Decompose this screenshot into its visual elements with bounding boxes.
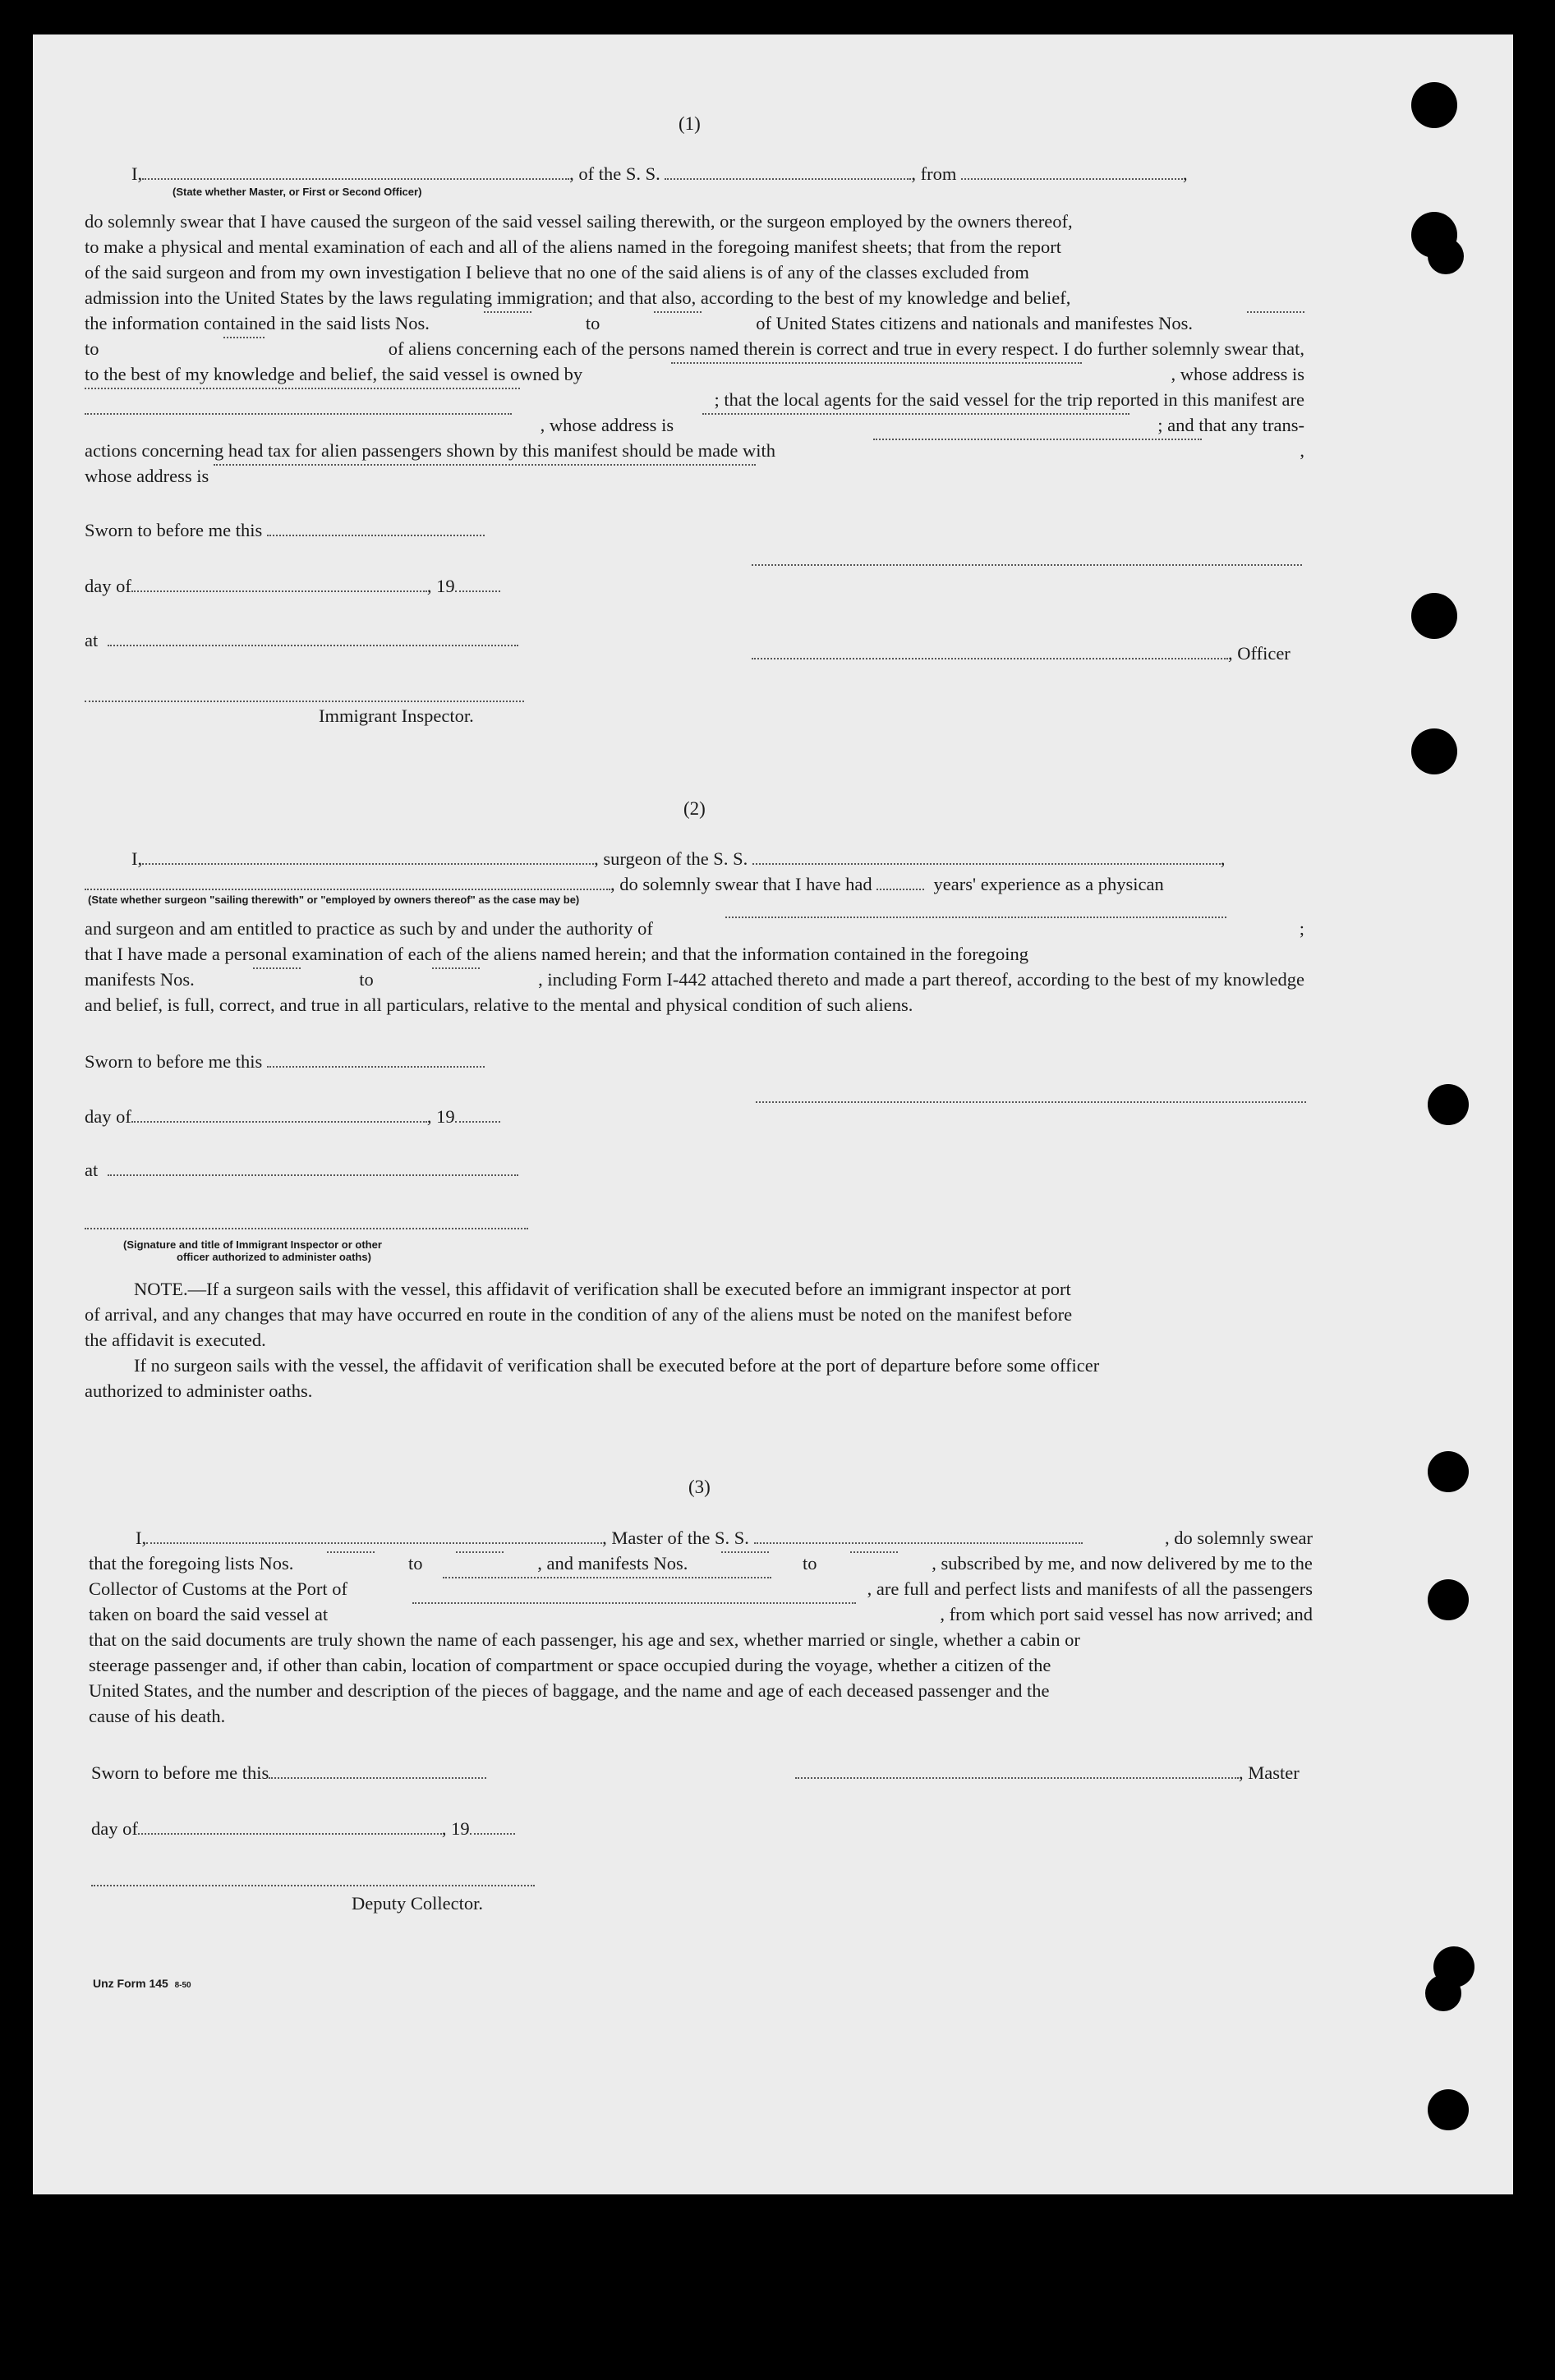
s3-text: to (408, 1553, 423, 1574)
s1-of-ss-label: , of the S. S. (569, 163, 660, 184)
s2-manifest-from-field[interactable] (253, 967, 301, 969)
s2-text: years' experience as a physican (933, 874, 1164, 894)
s2-at-label: at (85, 1160, 99, 1180)
s3-lists-to-field[interactable] (456, 1551, 504, 1553)
s1-i-label: I, (131, 163, 143, 184)
s2-text: manifests Nos. (85, 969, 195, 990)
binder-hole (1411, 728, 1457, 774)
manifest-to-field[interactable] (223, 336, 265, 338)
citizen-list-from-field[interactable] (484, 310, 531, 313)
binder-hole (1428, 1579, 1469, 1620)
note-text: NOTE.—If a surgeon sails with the vessel, this affidavit of verification shall be executed before an immigrant inspector at port (134, 1279, 1071, 1299)
agents-field[interactable] (85, 412, 512, 415)
s1-day-of-label: day of (85, 576, 131, 596)
s1-line: the information contained in the said lists Nos. (85, 313, 430, 333)
s3-collector-signature-line[interactable] (91, 1884, 535, 1886)
binder-hole (1411, 593, 1457, 639)
s3-year-label: , 19 (441, 1818, 470, 1839)
note-text: the affidavit is executed. (85, 1330, 266, 1350)
note-text: If no surgeon sails with the vessel, the affidavit of verification shall be executed before at the port of departure before some officer (134, 1355, 1100, 1376)
s2-vessel-field[interactable] (752, 862, 1221, 865)
officer-name-field[interactable] (142, 177, 569, 180)
agents-address-field[interactable] (702, 412, 1129, 415)
s1-year-label: , 19 (426, 576, 455, 596)
form-date: 8-50 (174, 1981, 191, 1990)
s1-day-line (85, 573, 500, 599)
s3-text: , from which port said vessel has now arrived; and (940, 1604, 1313, 1624)
s3-sworn-line (91, 1760, 486, 1785)
s2-surgeon-of-label: , surgeon of the S. S. (594, 848, 748, 869)
s2-place-field[interactable] (108, 1174, 518, 1176)
head-tax-party-field[interactable] (873, 438, 1202, 440)
s3-text: Collector of Customs at the Port of (89, 1578, 347, 1599)
s1-place-field[interactable] (108, 644, 518, 646)
s3-text: that the foregoing lists Nos. (89, 1553, 294, 1574)
s2-text: and surgeon and am entitled to practice as such by and under the authority of (85, 918, 653, 939)
s2-text: , including Form I-442 attached thereto and made a part thereof, according to the best of my knowledge (538, 969, 1304, 990)
s1-line: to (585, 313, 600, 333)
binder-hole (1428, 2089, 1469, 2130)
s1-line: actions concerning head tax for alien passengers shown by this manifest should be made with (85, 440, 776, 461)
s1-at-label: at (85, 630, 99, 650)
s3-manifests-from-field[interactable] (721, 1551, 769, 1553)
s2-text: that I have made a personal examination of each of the aliens named herein; and that the information contained in the foregoing (85, 944, 1028, 964)
s2-surgeon-type-field[interactable] (85, 888, 610, 890)
s3-month-field[interactable] (138, 1832, 442, 1835)
practice-authority-field[interactable] (725, 916, 1226, 918)
s3-master-label: , Master (1239, 1762, 1300, 1783)
s1-line: , whose address is (540, 415, 674, 435)
s3-text: that on the said documents are truly shown the name of each passenger, his age and sex, whether married or single, whether a cabin or (89, 1629, 1080, 1650)
s3-text: , and manifests Nos. (537, 1553, 688, 1574)
s2-signature-note-2: officer authorized to administer oaths) (177, 1251, 371, 1263)
s2-line1: I, , surgeon of the S. S. , (131, 848, 1226, 869)
s1-officer-note: (State whether Master, or First or Second Officer) (173, 186, 422, 198)
s1-year-field[interactable] (455, 590, 500, 592)
s2-text: to (359, 969, 374, 990)
s1-officer-field[interactable] (752, 657, 1228, 659)
s2-at-line (85, 1157, 518, 1183)
form-id (93, 1977, 191, 1990)
s3-line1 (136, 1525, 1313, 1551)
departure-port-field[interactable] (412, 1601, 856, 1604)
s3-master-signature-field[interactable] (795, 1776, 1239, 1779)
s2-inspector-signature-line[interactable] (85, 1227, 528, 1229)
from-port-field[interactable] (961, 177, 1183, 180)
s3-master-line (795, 1760, 1300, 1785)
s1-affidavit-text: do solemnly swear that I have caused the surgeon of the said vessel sailing therewith, or the surgeon employed by the owners thereof, to make a physical and mental examination of each and all of the aliens named in the foregoing manifest sheets; that from the report of the said surgeon and from my own investigation I believe that no one of the said aliens is of any of the classes excluded from admission into the United States by the laws regulating immigration; and that also, according to the best of my knowledge and belief, the information contained in the said lists Nos. to of United States citizens and nationals and manifestes Nos. to of aliens concerning each of the persons named therein is correct and true in every respect. I do further solemnly swear that, to the best of my knowledge and belief, the said vessel is owned by , whose address is ; that the local agents for the said vessel for the trip reported in this manifest are , whose address is ; and that any trans- actions concerning head tax for alien passengers shown by this manifest should be made with , whose address is (85, 209, 1304, 489)
s2-signature-note-1: (Signature and title of Immigrant Inspector or other (123, 1238, 382, 1251)
s2-year-field[interactable] (455, 1120, 500, 1123)
s1-inspector-signature-line[interactable] (85, 700, 524, 702)
surgeon-name-field[interactable] (142, 862, 594, 865)
head-tax-address-field[interactable] (214, 463, 756, 466)
form-number: Unz Form 145 (93, 1977, 168, 1990)
citizen-list-to-field[interactable] (654, 310, 702, 313)
s1-sworn-line (85, 517, 485, 543)
master-name-field[interactable] (146, 1541, 602, 1544)
manifest-from-field[interactable] (1247, 310, 1304, 313)
s1-month-field[interactable] (131, 590, 427, 592)
s2-sworn-day-field[interactable] (267, 1065, 485, 1068)
s2-signature-line[interactable] (756, 1100, 1306, 1103)
s1-from-label: , from (911, 163, 957, 184)
s1-line: ; and that any trans- (1157, 415, 1304, 435)
s3-i-label: I, (136, 1528, 147, 1548)
s2-month-field[interactable] (131, 1120, 427, 1123)
section-3-number: (3) (688, 1477, 711, 1497)
s3-day-line (91, 1816, 515, 1841)
s3-day-of-label: day of (91, 1818, 138, 1839)
s1-sworn-label: Sworn to before me this (85, 520, 263, 540)
s2-affidavit-text: and surgeon and am entitled to practice as such by and under the authority of ; that I have made a personal examination of each of the aliens named herein; and that the information contained in the foregoing manifests Nos. to , including Form I-442 attached thereto and made a part thereof, according to the best of my knowledge and belief, is full, correct, and true in all particulars, relative to the mental and physical condition of such aliens. (85, 916, 1304, 1018)
note-text: of arrival, and any changes that may have occurred en route in the condition of any of the aliens must be noted on the manifest before (85, 1304, 1073, 1325)
s1-officer-line (752, 641, 1290, 666)
s1-header-line: I, , of the S. S. , from , (131, 163, 1188, 184)
binder-hole (1428, 1451, 1469, 1492)
s2-day-line (85, 1104, 500, 1129)
s2-text: and belief, is full, correct, and true in all particulars, relative to the mental and physical condition of such aliens. (85, 995, 913, 1015)
note-text: authorized to administer oaths. (85, 1381, 313, 1401)
binder-hole (1411, 82, 1457, 128)
s2-day-of-label: day of (85, 1106, 131, 1127)
s1-sworn-day-field[interactable] (267, 534, 485, 536)
s3-text: to (803, 1553, 817, 1574)
s3-text: , do solemnly swear (1165, 1528, 1313, 1548)
vessel-name-field[interactable] (665, 177, 911, 180)
s2-surgeon-note: (State whether surgeon "sailing therewith" or "employed by owners thereof" as the case may be) (88, 894, 580, 906)
years-experience-field[interactable] (876, 888, 924, 890)
s3-lists-from-field[interactable] (327, 1551, 375, 1553)
s1-line: of aliens concerning each of the persons named therein is correct and true in every respect. I do further solemnly swear that, (388, 338, 1304, 359)
s2-note-text (85, 1276, 1304, 1404)
s3-sworn-label: Sworn to before me this (91, 1762, 269, 1783)
s3-affidavit-text (89, 1551, 1313, 1729)
s3-text: steerage passenger and, if other than cabin, location of compartment or space occupied during the voyage, whether a citizen of the (89, 1655, 1051, 1675)
binder-hole (1428, 1084, 1469, 1125)
s1-inspector-label: Immigrant Inspector. (319, 705, 474, 726)
s3-text: , subscribed by me, and now delivered by me to the (932, 1553, 1313, 1574)
s1-line: of the said surgeon and from my own investigation I believe that no one of the said aliens is of any of the classes excluded from (85, 262, 1029, 283)
s1-line: of United States citizens and nationals and manifestes Nos. (756, 313, 1194, 333)
port-of-customs-field[interactable] (443, 1576, 771, 1578)
s3-text: taken on board the said vessel at (89, 1604, 329, 1624)
s1-at-line (85, 627, 518, 653)
section-1-number: (1) (679, 113, 701, 134)
s3-text: cause of his death. (89, 1706, 226, 1726)
binder-hole (1428, 238, 1464, 274)
s2-sworn-line (85, 1049, 485, 1074)
s1-line: to the best of my knowledge and belief, the said vessel is owned by (85, 364, 583, 384)
s3-collector-label: Deputy Collector. (352, 1893, 483, 1914)
s1-line: to make a physical and mental examination of each and all of the aliens named in the foregoing manifest sheets; that from the report (85, 237, 1061, 257)
s3-sworn-day-field[interactable] (269, 1776, 486, 1779)
s2-sworn-label: Sworn to before me this (85, 1051, 263, 1072)
s3-text: United States, and the number and description of the pieces of baggage, and the name and age of each deceased passenger and the (89, 1680, 1050, 1701)
s3-vessel-field[interactable] (754, 1541, 1083, 1544)
s1-line: , whose address is (1171, 364, 1304, 384)
owner-address-field[interactable] (85, 387, 520, 389)
s3-text: , Master of the S. S. (602, 1528, 749, 1548)
s2-i-label: I, (131, 848, 143, 869)
s2-manifest-to-field[interactable] (432, 967, 480, 969)
owner-field[interactable] (671, 361, 1082, 364)
s1-line: ; that the local agents for the said vessel for the trip reported in this manifest are (714, 389, 1304, 410)
s3-manifests-to-field[interactable] (850, 1551, 898, 1553)
section-2-number: (2) (683, 798, 706, 819)
binder-hole (1425, 1975, 1461, 2011)
s3-year-field[interactable] (470, 1832, 515, 1835)
s2-text: , do solemnly swear that I have had (610, 874, 872, 894)
s2-year-label: , 19 (426, 1106, 455, 1127)
s3-text: , are full and perfect lists and manifests of all the passengers (867, 1578, 1313, 1599)
s1-line: admission into the United States by the laws regulating immigration; and that also, according to the best of my knowledge and belief, (85, 287, 1071, 308)
s1-officer-label: , Officer (1228, 643, 1290, 664)
s1-signature-line[interactable] (752, 563, 1302, 566)
s1-line: to (85, 338, 99, 359)
s1-line: whose address is (85, 466, 209, 486)
s1-line: do solemnly swear that I have caused the surgeon of the said vessel sailing therewith, or the surgeon employed by the owners thereof, (85, 211, 1073, 232)
